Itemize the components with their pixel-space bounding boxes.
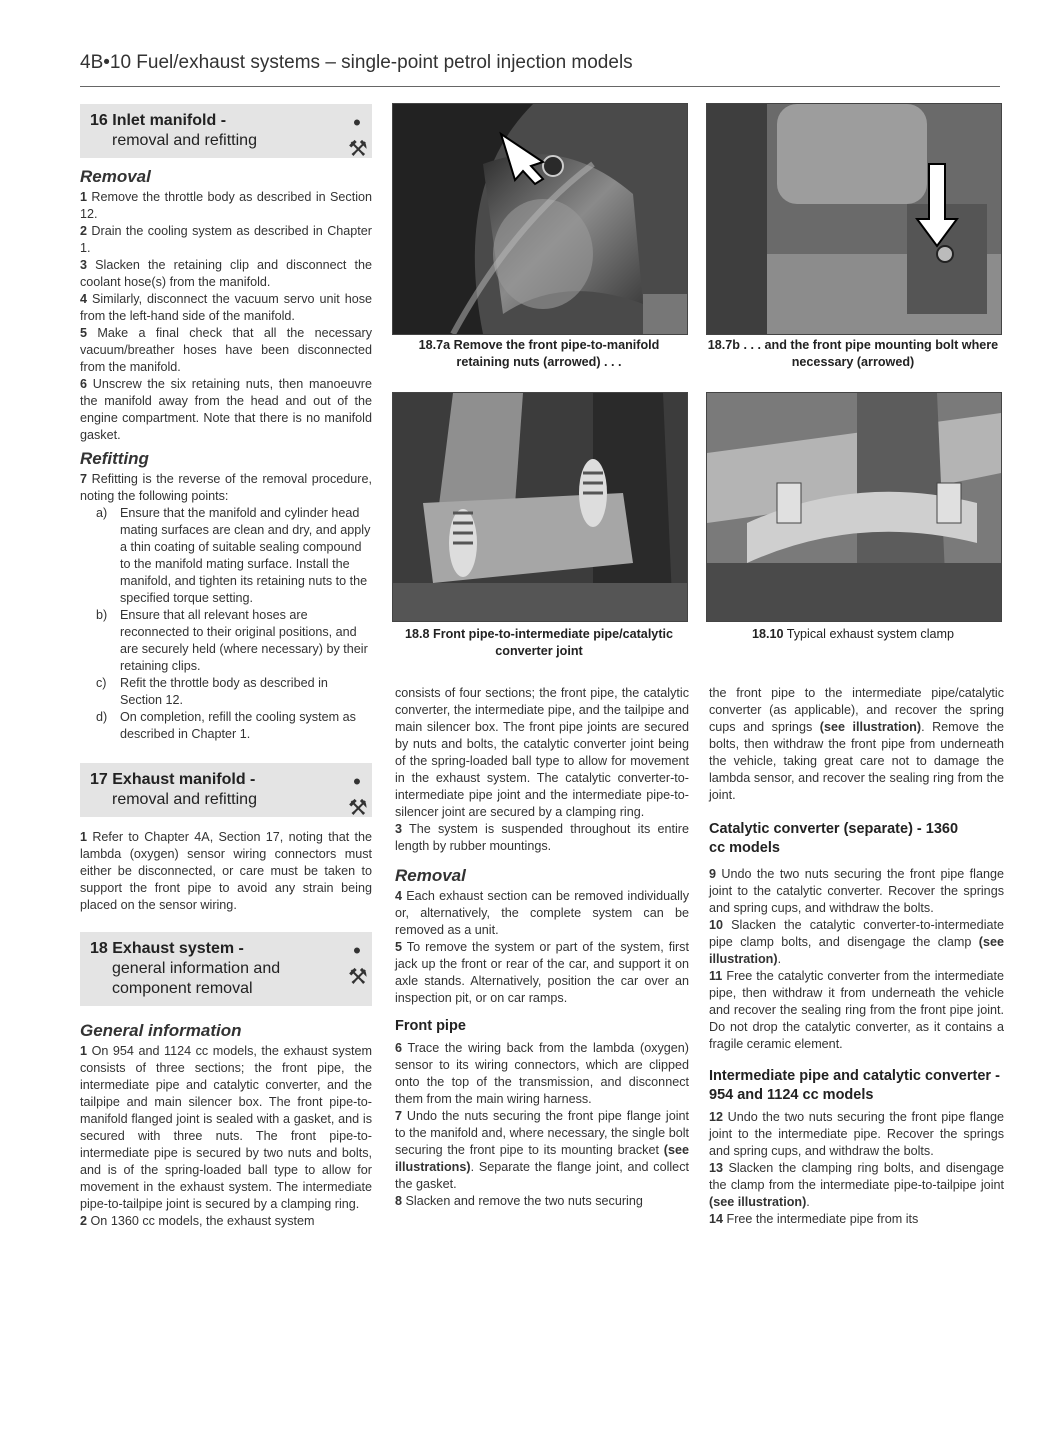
removal-heading: Removal: [80, 167, 151, 186]
paragraph: 11 Free the catalytic converter from the intermediate pipe, then withdraw it from underneath the vehicle and recover the sealing ring from the front pipe joint. Do not drop the catalytic converter, as it contains a fragile ceramic element.: [709, 969, 1004, 1051]
photo-18-7a: [392, 103, 688, 335]
paragraph: 6 Unscrew the six retaining nuts, then manoeuvre the manifold away from the head and out of the engine compartment. Note that there is no manifold gasket.: [80, 377, 372, 442]
refitting-heading: Refitting: [80, 449, 149, 468]
column-2: [395, 685, 689, 1210]
paragraph: 10 Slacken the catalytic converter-to-intermediate pipe clamp bolts, and disengage the clamp (see illustration).: [709, 918, 1004, 966]
mounting-bolt-photo: [707, 104, 1001, 334]
caption-18-10: 18.10 Typical exhaust system clamp: [751, 627, 955, 641]
section-17-heading: [80, 763, 372, 820]
list-item: d) On completion, refill the cooling system as described in Chapter 1.: [96, 710, 356, 741]
section-17-title: 17 Exhaust manifold -: [90, 771, 256, 788]
section-18-heading: [80, 932, 372, 1006]
spanner-icon: • ⚒: [348, 938, 368, 989]
section-16-heading: [80, 104, 372, 161]
paragraph: 12 Undo the two nuts securing the front pipe flange joint to the intermediate pipe. Recover the springs and spring cups, and withdraw the bolts.: [709, 1110, 1004, 1158]
exhaust-clamp-photo: [707, 393, 1001, 621]
list-item: c) Refit the throttle body as described in Section 12.: [96, 676, 328, 707]
general-information-heading: General information: [80, 1021, 242, 1040]
paragraph: 1 On 954 and 1124 cc models, the exhaust system consists of three sections; the front pipe, the intermediate pipe and catalytic converter, and the tailpipe and main silencer box. The front pipe-to-manifold flanged joint is sealed with a gasket, and is secured with three nuts. The front pipe-to-intermediate pipe is secured by two nuts and bolts, and is of the spring-loaded ball type to allow for movement in the exhaust system. The intermediate pipe-to-tailpipe joint is secured by a clamping ring.: [80, 1044, 372, 1211]
caption-18-7b: 18.7b . . . and the front pipe mounting bolt where necessary (arrowed): [707, 338, 999, 369]
paragraph: 3 Slacken the retaining clip and disconnect the coolant hose(s) from the manifold.: [80, 258, 372, 289]
section-16-subtitle: removal and refitting: [112, 132, 257, 149]
caption-18-8: 18.8 Front pipe-to-intermediate pipe/catalytic converter joint: [404, 627, 674, 658]
list-item: b) Ensure that all relevant hoses are reconnected to their original positions, and are securely held (where necessary) by their retaining clips.: [96, 608, 368, 673]
spanner-icon: • ⚒: [348, 110, 368, 161]
pipe-joint-photo: [393, 393, 687, 621]
paragraph: the front pipe to the intermediate pipe/catalytic converter (as applicable), and recover the spring cups and springs (see illustration). Remove the bolts, then withdraw the front pipe from underneath the vehicle, taking great care not to damage the lambda sensor, and recover the sealing ring from the joint.: [709, 686, 1004, 802]
paragraph: 5 Make a final check that all the necessary vacuum/breather hoses have been disconnected from the manifold.: [80, 326, 373, 374]
paragraph: 14 Free the intermediate pipe from its: [709, 1212, 919, 1226]
front-pipe-heading: Front pipe: [395, 1018, 466, 1034]
paragraph: 13 Slacken the clamping ring bolts, and disengage the clamp from the intermediate pipe-to-tailpipe joint (see illustration).: [709, 1161, 1004, 1209]
section-17-subtitle: removal and refitting: [112, 791, 257, 808]
spanner-icon: • ⚒: [348, 769, 368, 820]
section-18-title: 18 Exhaust system -: [90, 940, 244, 957]
intermediate-pipe-heading: Intermediate pipe and catalytic converter - 954 and 1124 cc models: [709, 1068, 1000, 1103]
section-18-subtitle: component removal: [112, 980, 253, 997]
photo-18-10: [706, 392, 1002, 622]
section-16-title: 16 Inlet manifold -: [90, 112, 227, 129]
paragraph: 2 On 1360 cc models, the exhaust system: [80, 1214, 315, 1228]
paragraph: 3 The system is suspended throughout its entire length by rubber mountings.: [395, 822, 689, 853]
paragraph: consists of four sections; the front pipe, the catalytic converter, the intermediate pipe, and the tailpipe and main silencer box. The front pipe joints are secured by nuts and bolts, the catalytic converter joint being of the spring-loaded ball type to allow for movement in the exhaust system. The catalytic converter-to-intermediate pipe joint and the intermediate pipe-to-silencer joint are secured by a clamping ring.: [395, 686, 689, 819]
removal-heading: Removal: [395, 866, 466, 885]
paragraph: 7 Refitting is the reverse of the removal procedure, noting the following points:: [80, 472, 373, 503]
paragraph: 4 Each exhaust section can be removed individually or, alternatively, the complete system can be removed as a unit.: [395, 889, 690, 937]
header-rule: [80, 86, 1000, 87]
paragraph: 1 Refer to Chapter 4A, Section 17, noting that the lambda (oxygen) sensor wiring connectors must either be disconnected, or care must be taken to support the front pipe to avoid any strain being placed on the sensor wiring.: [80, 830, 372, 912]
paragraph: 2 Drain the cooling system as described in Chapter 1.: [80, 224, 372, 255]
photo-18-8: [392, 392, 688, 622]
section-16-removal: [80, 189, 372, 444]
exhaust-manifold-photo: [393, 104, 687, 334]
paragraph: 5 To remove the system or part of the system, first jack up the front or rear of the car, and support it on axle stands. Alternatively, position the car over an inspection pit, or on car ramps.: [395, 940, 689, 1005]
paragraph: 8 Slacken and remove the two nuts securing: [395, 1194, 643, 1208]
column-1: [80, 104, 372, 1230]
paragraph: 9 Undo the two nuts securing the front pipe flange joint to the catalytic converter. Recover the springs and spring cups, and withdraw the bolts.: [709, 867, 1004, 915]
paragraph: 7 Undo the nuts securing the front pipe flange joint to the manifold and, where necessary, the single bolt securing the front pipe to its mounting bracket (see illustrations). Separate the flange joint, and collect the gasket.: [395, 1109, 690, 1191]
refit-points-list: [80, 505, 372, 743]
page-header: 4B•10 Fuel/exhaust systems – single-point petrol injection models: [80, 52, 633, 73]
caption-18-7a: 18.7a Remove the front pipe-to-manifold retaining nuts (arrowed) . . .: [418, 338, 660, 369]
paragraph: 4 Similarly, disconnect the vacuum servo unit hose from the left-hand side of the manifold.: [80, 292, 373, 323]
paragraph: 1 Remove the throttle body as described in Section 12.: [80, 190, 373, 221]
list-item: a) Ensure that the manifold and cylinder head mating surfaces are clean and dry, and apply a thin coating of suitable sealing compound to the manifold mating surface. Install the manifold, and tighten its retaining nuts to the specified torque setting.: [96, 506, 371, 605]
column-3: [709, 685, 1004, 1228]
section-18-subtitle: general information and: [112, 960, 281, 977]
paragraph: 6 Trace the wiring back from the lambda (oxygen) sensor to its wiring connectors, which are clipped onto the top of the transmission, and disconnect them from the main wiring harness.: [395, 1041, 689, 1106]
photo-18-7b: [706, 103, 1002, 335]
catalytic-converter-heading: Catalytic converter (separate) - 1360 cc models: [709, 821, 959, 856]
